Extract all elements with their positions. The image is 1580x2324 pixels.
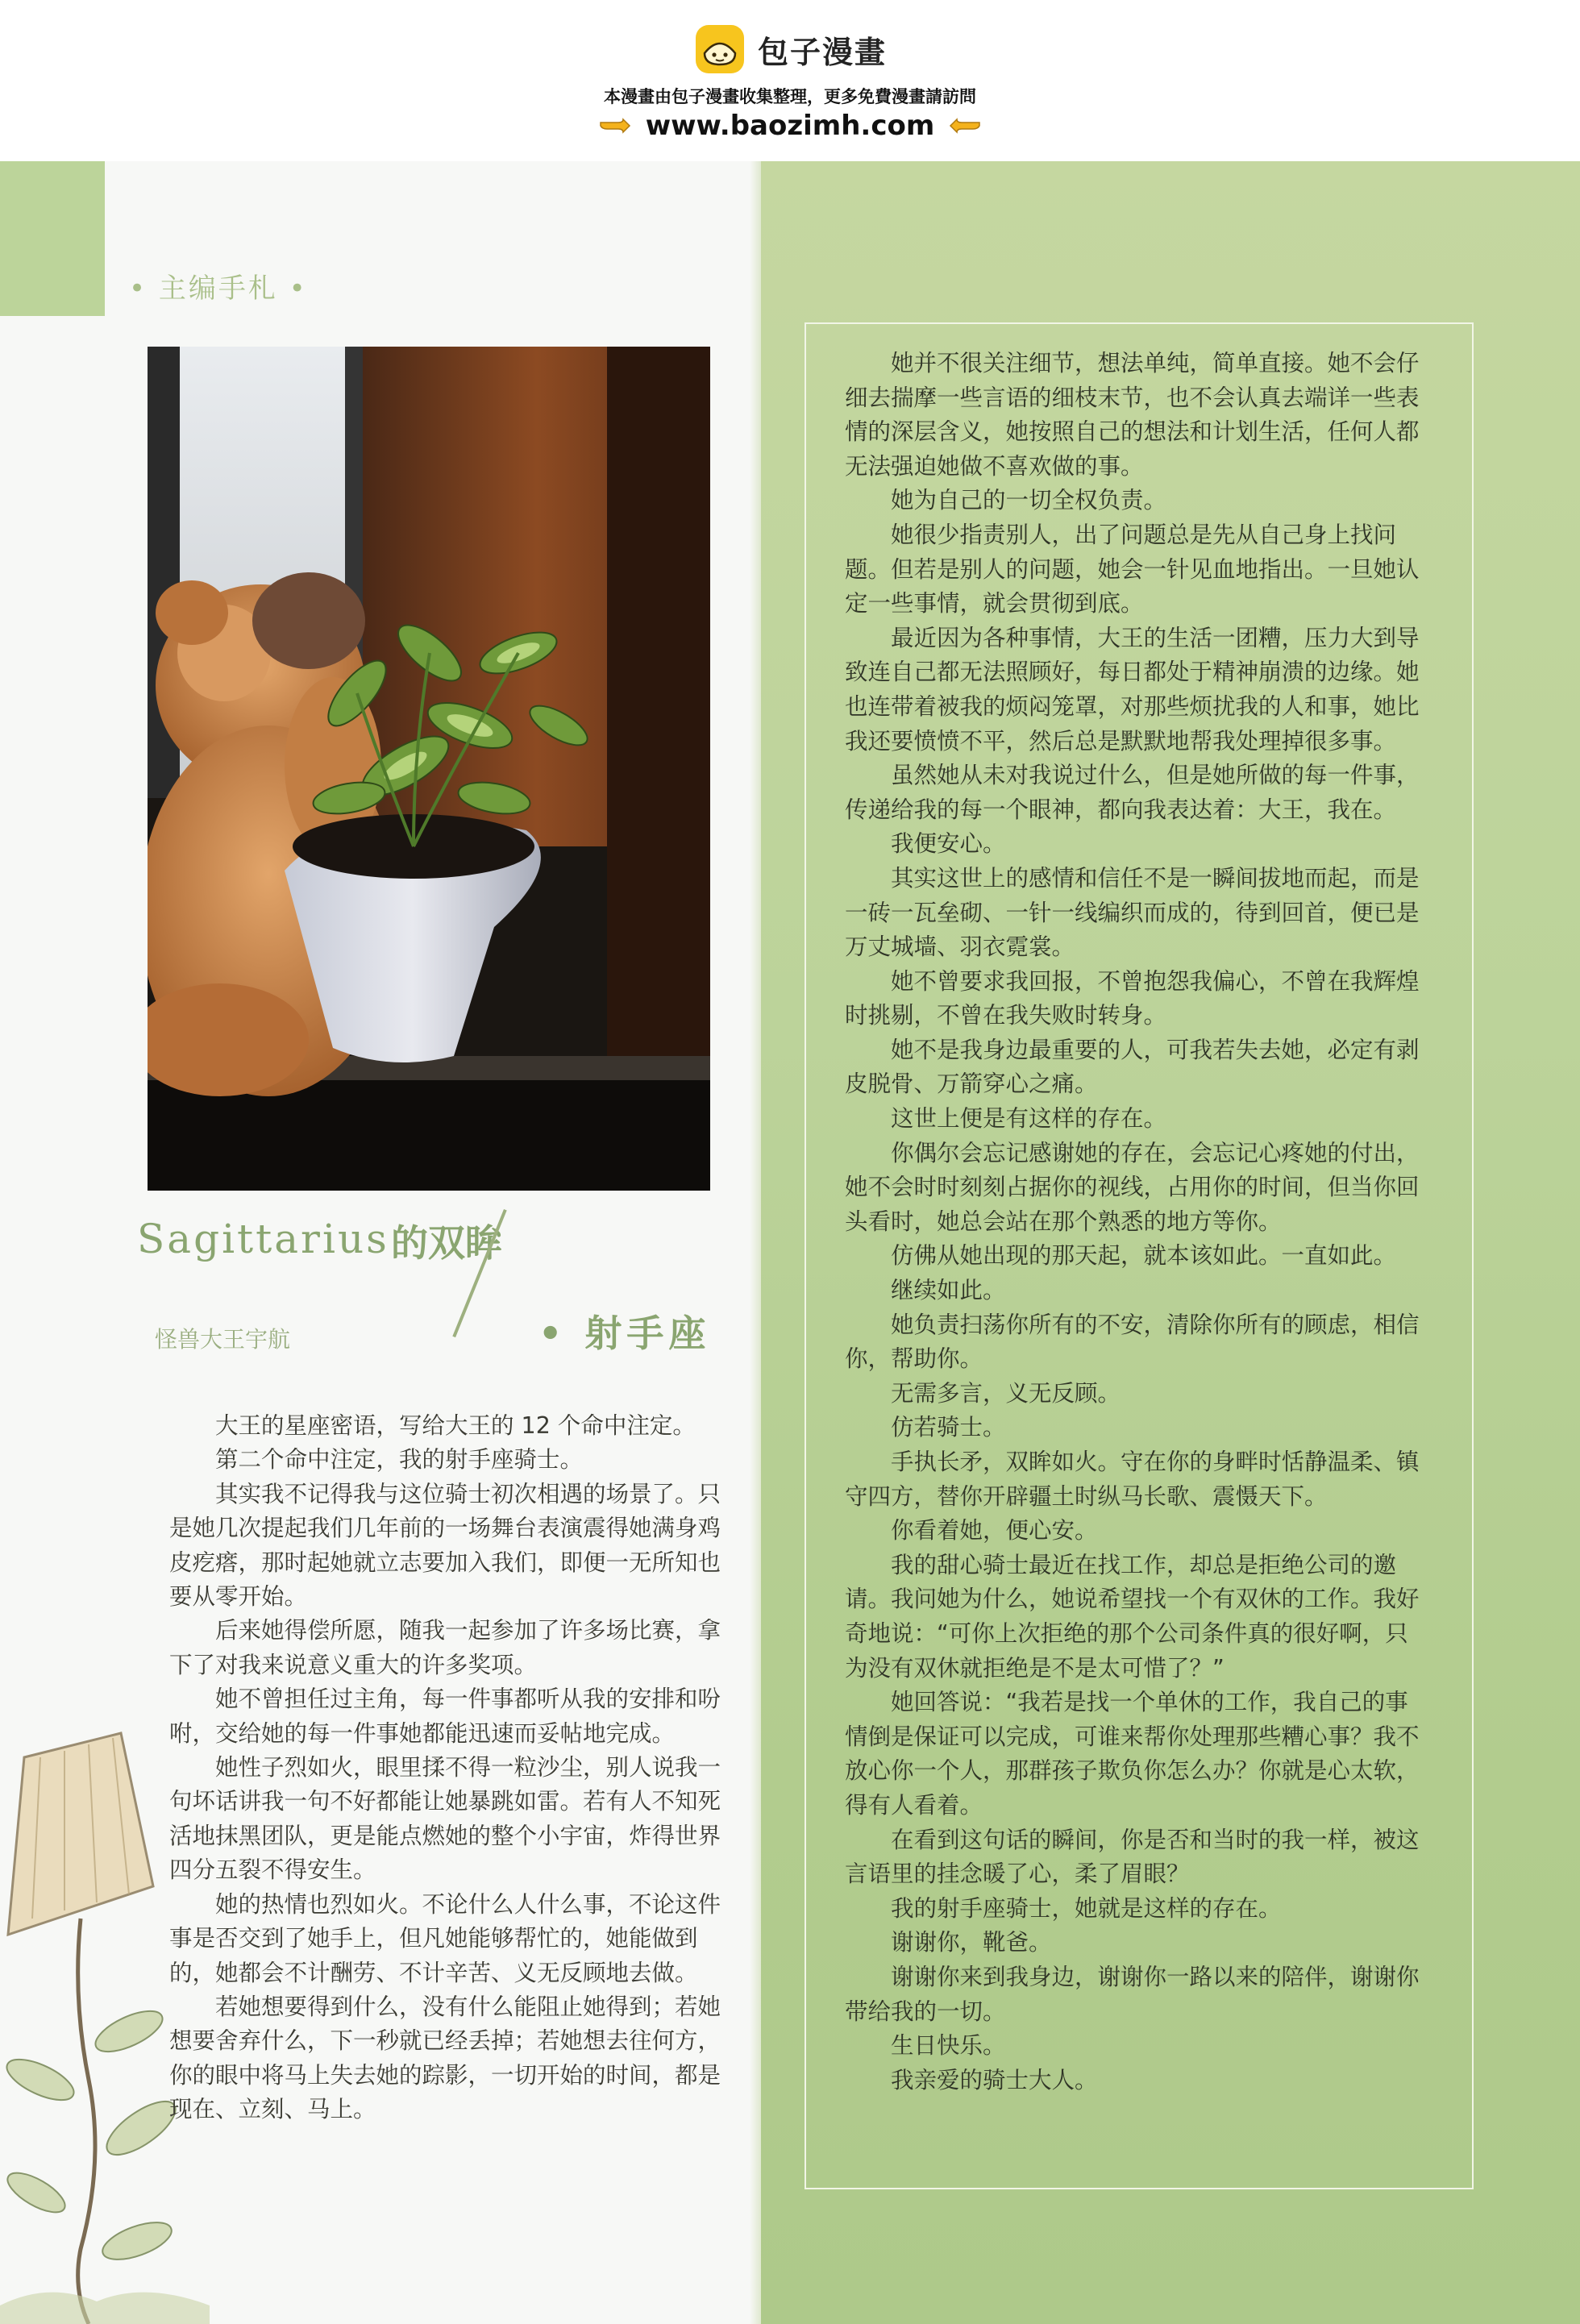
right-paragraph: 虽然她从未对我说过什么，但是她所做的每一件事，传递给我的每一个眼神，都向我表达着：大王，我在。 — [845, 762, 1420, 823]
left-page — [0, 161, 761, 2324]
watermark-logo-text: 包子漫畫 — [757, 34, 887, 70]
right-paragraph: 你偶尔会忘记感谢她的存在，会忘记心疼她的付出，她不会时时刻刻占据你的视线，占用你的时间，但当你回头看时，她总会站在那个熟悉的地方等你。 — [845, 1139, 1420, 1235]
right-paragraph: 其实这世上的感情和信任不是一瞬间拔地而起，而是一砖一瓦垒砌、一针一线编织而成的，待到回首，便已是万丈城墙、羽衣霓裳。 — [845, 864, 1420, 961]
watermark-header — [0, 0, 1580, 161]
right-paragraph: 生日快乐。 — [891, 2032, 1006, 2060]
right-paragraph: 手执长矛，双眸如火。守在你的身畔时恬静温柔、镇守四方，替你开辟疆土时纵马长歌、震慑天下。 — [845, 1449, 1420, 1510]
baozi-logo-icon — [693, 23, 746, 76]
right-paragraph: 她为自己的一切全权负责。 — [891, 487, 1167, 514]
left-paragraph: 其实我不记得我与这位骑士初次相遇的场景了。只是她几次提起我们几年前的一场舞台表演震得她满身鸡皮疙瘩，那时起她就立志要加入我们，即便一无所知也要从零开始。 — [169, 1480, 721, 1611]
right-paragraph: 她负责扫荡你所有的不安，清除你所有的顾虑，相信你，帮助你。 — [845, 1311, 1420, 1373]
right-paragraph: 继续如此。 — [891, 1277, 1006, 1304]
right-paragraph: 她很少指责别人，出了问题总是先从自己身上找问题。但若是别人的问题，她会一针见血地指出。一旦她认定一些事情，就会贯彻到底。 — [845, 521, 1420, 617]
pointing-hand-right-icon — [599, 114, 631, 137]
right-paragraph: 最近因为各种事情，大王的生活一团糟，压力大到导致连自己都无法照顾好，每日都处于精神崩溃的边缘。她也连带着被我的烦闷笼罩，对那些烦扰我的人和事，她比我还要愤愤不平，然后总是默默地帮我处理掉很多事。 — [845, 624, 1420, 755]
right-paragraph: 我便安心。 — [891, 830, 1006, 858]
left-paragraph: 若她想要得到什么，没有什么能阻止她得到；若她想要舍弃什么，下一秒就已经丢掉；若她想去往何方，你的眼中将马上失去她的踪影，一切开始的时间，都是现在、立刻、马上。 — [169, 1993, 721, 2123]
right-paragraph: 你看着她，便心安。 — [891, 1517, 1098, 1544]
watermark-url-row — [0, 110, 1580, 142]
watermark-logo[interactable] — [0, 23, 1580, 76]
left-paragraph: 她性子烈如火，眼里揉不得一粒沙尘，别人说我一句坏话讲我一句不好都能让她暴跳如雷。若有人不知死活地抹黑团队，更是能点燃她的整个小宇宙，炸得世界四分五裂不得安生。 — [169, 1754, 721, 1884]
article-author: 怪兽大王宇航 — [155, 1326, 291, 1353]
magazine-spread — [0, 161, 1580, 2324]
left-paragraph: 她不曾担任过主角，每一件事都听从我的安排和吩咐，交给她的每一件事她都能迅速而妥帖地完成。 — [169, 1686, 721, 1747]
right-paragraph: 我的甜心骑士最近在找工作，却总是拒绝公司的邀请。我问她为什么，她说希望找一个有双休的工作。我好奇地说：“可你上次拒绝的那个公司条件真的很好啊，只为没有双休就拒绝是不是太可惜了？” — [845, 1551, 1420, 1682]
right-paragraph: 她不曾要求我回报，不曾抱怨我偏心，不曾在我辉煌时挑剔，不曾在我失败时转身。 — [845, 967, 1420, 1029]
right-paragraph: 谢谢你，靴爸。 — [891, 1929, 1052, 1956]
right-paragraph: 我的射手座骑士，她就是这样的存在。 — [891, 1894, 1282, 1922]
left-paragraph: 后来她得偿所愿，随我一起参加了许多场比赛，拿下了对我来说意义重大的许多奖项。 — [169, 1617, 721, 1678]
pointing-hand-left-icon — [949, 114, 981, 137]
left-paragraph: 第二个命中注定，我的射手座骑士。 — [215, 1446, 584, 1474]
right-article-body — [845, 347, 1425, 2097]
watermark-url-link[interactable]: www.baozimh.com — [645, 110, 935, 142]
right-paragraph: 这世上便是有这样的存在。 — [891, 1105, 1167, 1133]
article-title-english: Sagittarius — [137, 1216, 389, 1262]
left-paragraph: 她的热情也烈如火。不论什么人什么事，不论这件事是否交到了她手上，但凡她能够帮忙的，她能做到的，她都会不计酬劳、不计辛苦、义无反顾地去做。 — [169, 1890, 721, 1986]
right-paragraph: 仿佛从她出现的那天起，就本该如此。一直如此。 — [891, 1242, 1397, 1270]
right-paragraph: 她不是我身边最重要的人，可我若失去她，必定有剥皮脱骨、万箭穿心之痛。 — [845, 1036, 1420, 1098]
zodiac-sign-label: • 射手座 — [538, 1312, 711, 1355]
article-title-chinese: 的双眸 — [391, 1221, 502, 1265]
right-paragraph: 在看到这句话的瞬间，你是否和当时的我一样，被这言语里的挂念暖了心，柔了眉眼？ — [845, 1826, 1420, 1888]
left-paragraph: 大王的星座密语，写给大王的 12 个命中注定。 — [215, 1412, 696, 1439]
watermark-notice: 本漫畫由包子漫畫收集整理，更多免費漫畫請訪問 — [604, 87, 976, 106]
right-paragraph: 我亲爱的骑士大人。 — [891, 2066, 1098, 2093]
left-article-body — [169, 1409, 726, 2127]
right-paragraph: 无需多言，义无反顾。 — [891, 1379, 1121, 1407]
section-tag: • 主编手札 • — [129, 272, 308, 305]
right-paragraph: 仿若骑士。 — [891, 1414, 1006, 1441]
right-paragraph: 她回答说：“我若是找一个单休的工作，我自己的事情倒是保证可以完成，可谁来帮你处理那些糟心事？我不放心你一个人，那群孩子欺负你怎么办？你就是心太软，得有人看着。 — [845, 1689, 1420, 1819]
right-paragraph: 谢谢你来到我身边，谢谢你一路以来的陪伴，谢谢你带给我的一切。 — [845, 1963, 1420, 2025]
teddy-bear-plant-photo — [148, 347, 710, 1191]
right-paragraph: 她并不很关注细节，想法单纯，简单直接。她不会仔细去揣摩一些言语的细枝末节，也不会认真去端详一些表情的深层含义，她按照自己的想法和计划生活，任何人都无法强迫她做不喜欢做的事。 — [845, 350, 1420, 480]
green-corner-tab — [0, 161, 105, 316]
